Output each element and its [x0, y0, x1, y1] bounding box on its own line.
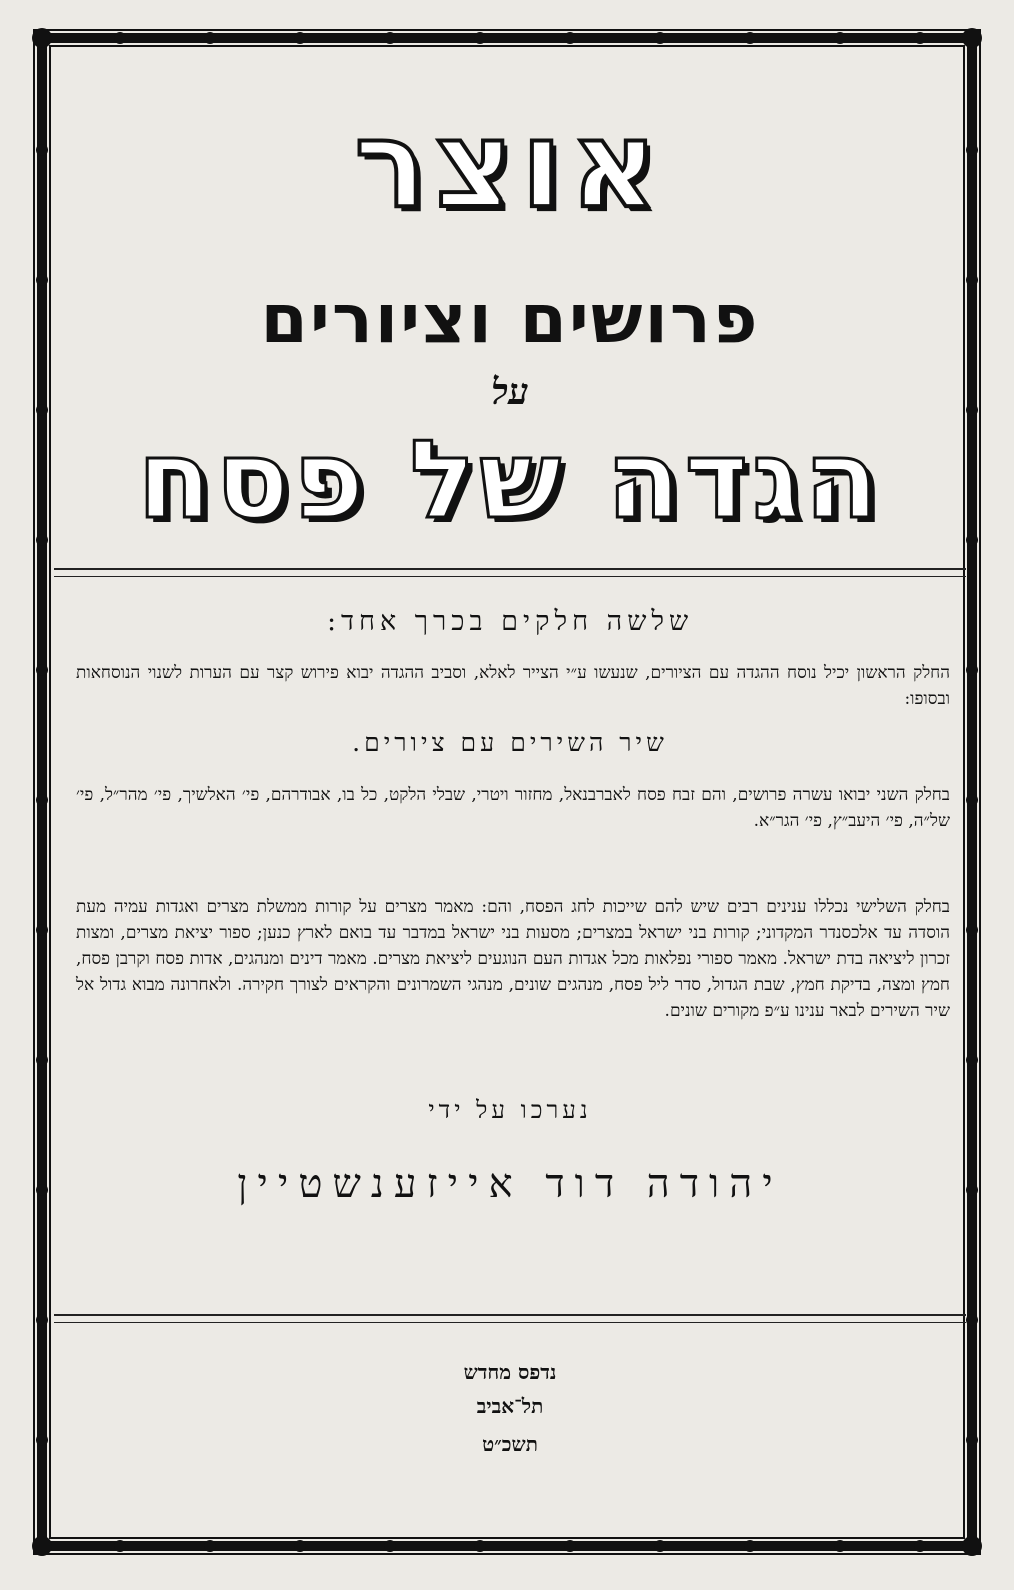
author-name: יהודה דוד אייזענשטיין — [237, 1161, 783, 1207]
title-connector: על — [491, 371, 529, 413]
imprint-place: תל־אביב — [476, 1394, 544, 1418]
divider-top — [54, 568, 966, 577]
subtitle: פרושים וציורים — [260, 280, 760, 359]
imprint-year: תשכ״ט — [482, 1432, 538, 1456]
parts-heading: שלשה חלקים בכרך אחד: — [326, 606, 694, 637]
edited-by-label: נערכו על ידי — [428, 1096, 592, 1124]
part-two-paragraph: בחלק השני יבואו עשרה פרושים, והם זבח פסח לאברבנאל, מחזור ויטרי, שבלי הלקט, כל בו, אבודרהם, פי׳ האלשיך, פי׳ מהר״ל, פי׳ של״ה, פי׳ היעב״ץ, פי׳ הגר״א. — [76, 785, 950, 831]
imprint-reprint: נדפס מחדש — [463, 1360, 557, 1384]
page-content — [62, 48, 958, 1538]
divider-bottom — [54, 1314, 966, 1323]
song-of-songs-heading: שיר השירים עם ציורים. — [352, 728, 668, 757]
part-three-paragraph: בחלק השלישי נכללו ענינים רבים שיש להם שייכות לחג הפסח, והם: מאמר מצרים על קורות ממשלת מצרים ואגדות עמיה מעת הוסדה עד אלכסנדר המקדוני; קורות בני ישראל במצרים; מסעות בני ישראל במדבר עד בואם לארץ כנען; ספור יציאת מצרים, ומצות זכרון ליציאה בדת ישראל. מאמר ספורי נפלאות מכל אגדות העם הנוגעים ליציאת מצרים. מאמר דינים ומנהגים, אדות פסח וקרבן פסח, חמץ ומצה, בדיקת חמץ, שבת הגדול, סדר ליל פסח, מנהגים שונים, מנהגי השמרונים והקראים לצורך חקירה. ולאחרונה מבוא גדול אל שיר השירים לבאר ענינו ע״פ מקורים שונים. — [76, 897, 950, 1021]
main-title: אוצר — [354, 96, 666, 235]
part-one-paragraph: החלק הראשון יכיל נוסח ההגדה עם הציורים, שנעשו ע״י הצייר לאלא, וסביב ההגדה יבוא פירוש קצר עם הערות לשנוי הנוסחאות ובסופו: — [76, 663, 950, 709]
haggadah-title: הגדה של פסח — [137, 418, 883, 543]
